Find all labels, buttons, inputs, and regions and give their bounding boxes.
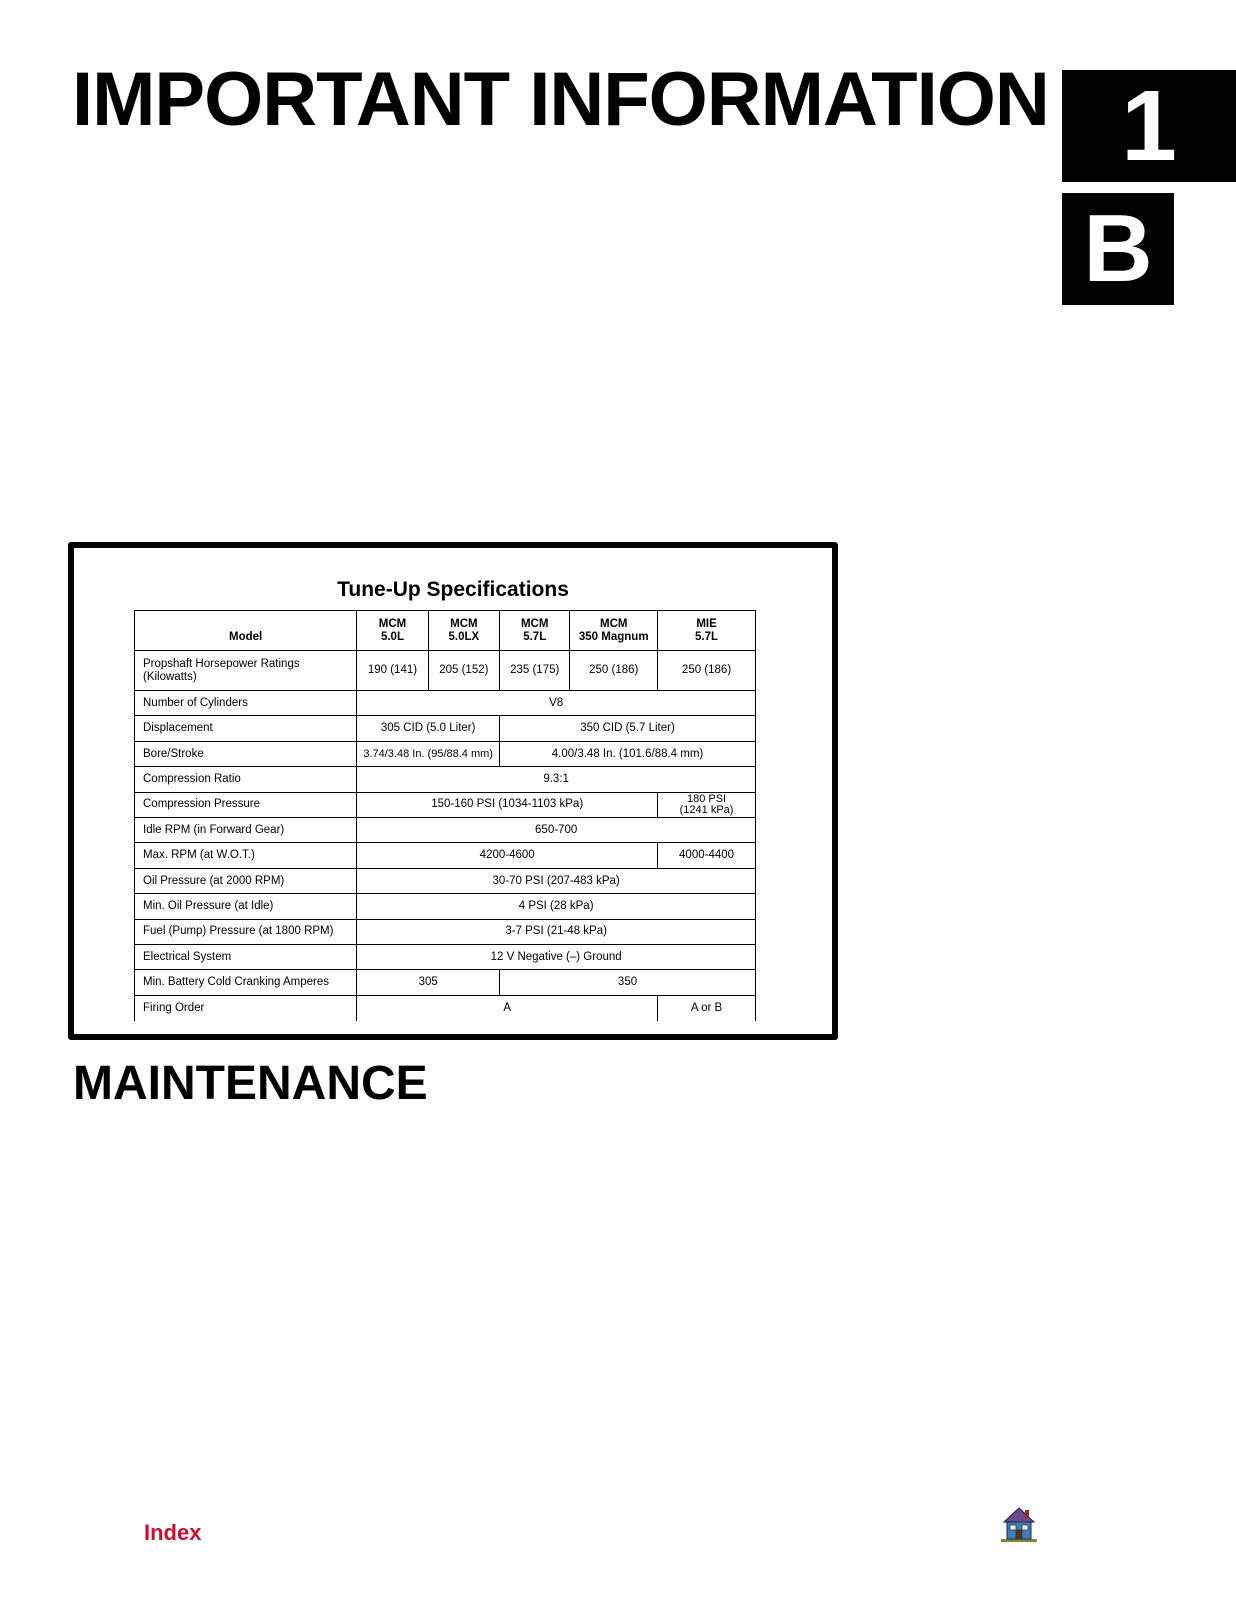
header-mcm-50l: MCM 5.0L [357, 611, 428, 651]
table-row [135, 651, 756, 691]
row-label: Compression Pressure [135, 792, 357, 817]
table-cell: 4.00/3.48 In. (101.6/88.4 mm) [500, 741, 756, 766]
table-cell: A or B [658, 995, 756, 1020]
table-row [135, 970, 756, 995]
table-cell: 4000-4400 [658, 843, 756, 868]
header-mie-57l: MIE 5.7L [658, 611, 756, 651]
index-link[interactable]: Index [144, 1520, 202, 1545]
table-row [135, 817, 756, 842]
table-row [135, 944, 756, 969]
table-cell: 350 CID (5.7 Liter) [500, 716, 756, 741]
header-model: Model [135, 611, 357, 651]
spec-table [134, 610, 756, 1021]
table-row [135, 995, 756, 1020]
home-icon[interactable] [1000, 1505, 1038, 1543]
header-mcm-350-magnum: MCM 350 Magnum [570, 611, 658, 651]
row-label: Oil Pressure (at 2000 RPM) [135, 868, 357, 893]
row-label: Electrical System [135, 944, 357, 969]
table-cell: 250 (186) [658, 651, 756, 691]
table-cell: 150-160 PSI (1034-1103 kPa) [357, 792, 658, 817]
table-row [135, 741, 756, 766]
table-cell: 180 PSI (1241 kPa) [658, 792, 756, 817]
spec-figure [68, 542, 838, 1040]
table-row [135, 716, 756, 741]
table-row [135, 894, 756, 919]
table-cell: 305 CID (5.0 Liter) [357, 716, 500, 741]
table-row [135, 843, 756, 868]
table-cell: 12 V Negative (–) Ground [357, 944, 756, 969]
table-cell: 650-700 [357, 817, 756, 842]
table-row [135, 691, 756, 716]
table-cell: 4200-4600 [357, 843, 658, 868]
header-mcm-50lx: MCM 5.0LX [428, 611, 499, 651]
table-row [135, 868, 756, 893]
table-cell: 235 (175) [500, 651, 570, 691]
table-cell: V8 [357, 691, 756, 716]
row-label: Firing Order [135, 995, 357, 1020]
row-label: Idle RPM (in Forward Gear) [135, 817, 357, 842]
row-label: Compression Ratio [135, 767, 357, 792]
row-label: Max. RPM (at W.O.T.) [135, 843, 357, 868]
table-cell: 30-70 PSI (207-483 kPa) [357, 868, 756, 893]
row-label: Propshaft Horsepower Ratings (Kilowatts) [135, 651, 357, 691]
spec-table-title: Tune-Up Specifications [337, 578, 569, 601]
row-label: Number of Cylinders [135, 691, 357, 716]
table-cell: 350 [500, 970, 756, 995]
section-tab-letter: B [1062, 193, 1174, 305]
table-cell: A [357, 995, 658, 1020]
table-row [135, 792, 756, 817]
page-title: IMPORTANT INFORMATION [72, 57, 1049, 142]
table-cell: 3.74/3.48 In. (95/88.4 mm) [357, 741, 500, 766]
table-cell: 305 [357, 970, 500, 995]
row-label: Min. Oil Pressure (at Idle) [135, 894, 357, 919]
header-mcm-57l: MCM 5.7L [500, 611, 570, 651]
row-label: Bore/Stroke [135, 741, 357, 766]
section-heading: MAINTENANCE [73, 1057, 428, 1110]
table-header-row [135, 611, 756, 651]
row-label: Min. Battery Cold Cranking Amperes [135, 970, 357, 995]
row-label: Fuel (Pump) Pressure (at 1800 RPM) [135, 919, 357, 944]
table-cell: 3-7 PSI (21-48 kPa) [357, 919, 756, 944]
row-label: Displacement [135, 716, 357, 741]
section-tab-number: 1 [1062, 70, 1236, 182]
table-cell: 250 (186) [570, 651, 658, 691]
table-row [135, 767, 756, 792]
table-row [135, 919, 756, 944]
table-cell: 9.3:1 [357, 767, 756, 792]
table-cell: 190 (141) [357, 651, 428, 691]
table-cell: 4 PSI (28 kPa) [357, 894, 756, 919]
table-cell: 205 (152) [428, 651, 499, 691]
